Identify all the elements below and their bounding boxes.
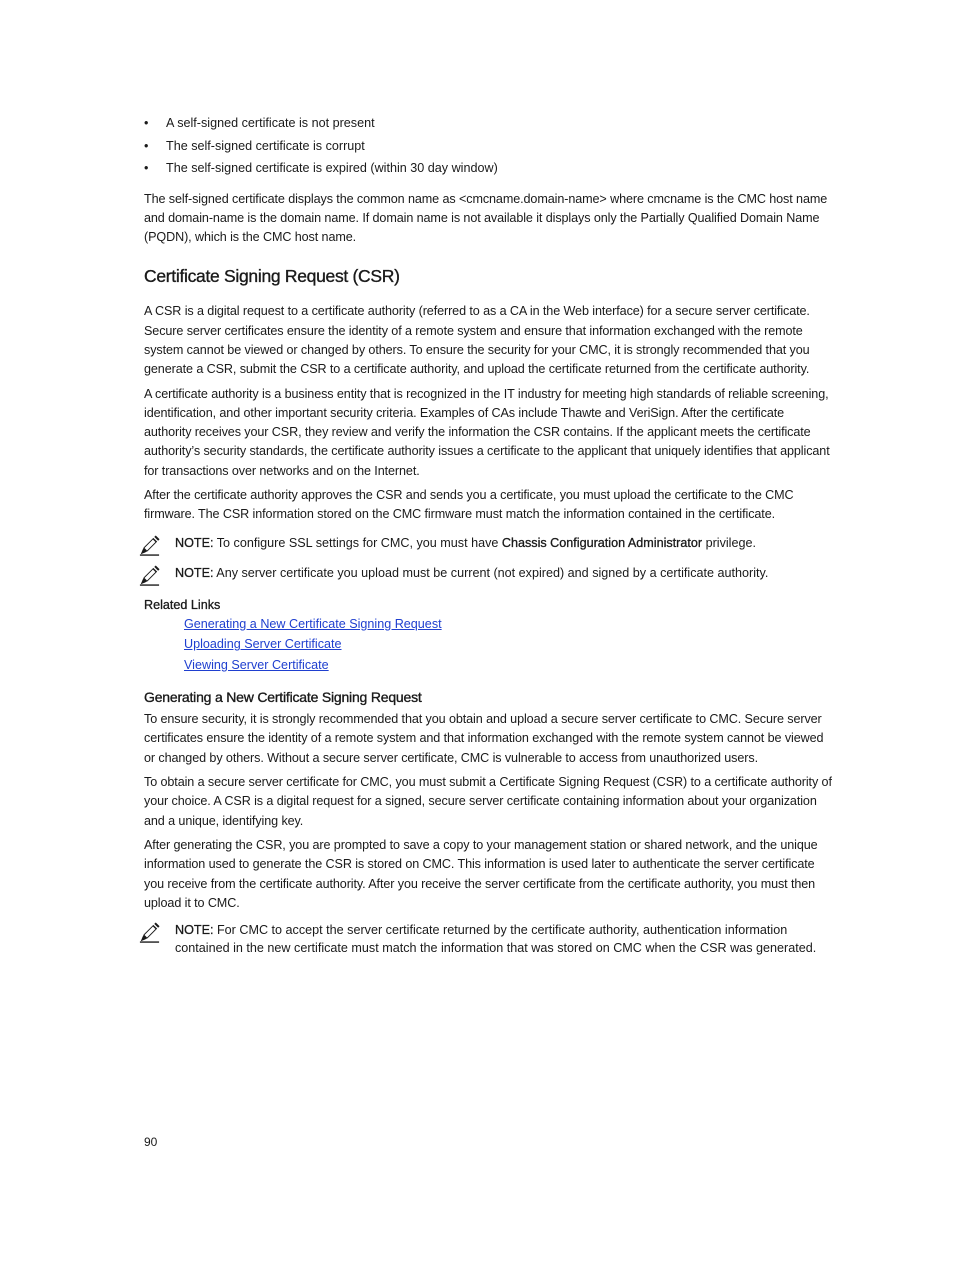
bullet-mark: • [144, 161, 149, 175]
note-ssl-privilege [144, 535, 834, 553]
intro-paragraph: The self-signed certificate displays the common name as <cmcname.domain-name> where cmcname is the CMC host name and domain-name is the domain name. If domain name is not available it displays only the Partially Qualified Domain Name (PQDN), which is the CMC host name. [144, 191, 828, 245]
list-item [144, 135, 834, 158]
paragraph: After the certificate authority approves the CSR and sends you a certificate, you must upload the certificate to the CMC firmware. The CSR information stored on the CMC firmware must match the information contained in the certificate. [144, 488, 794, 522]
link-viewing-server-certificate[interactable]: Viewing Server Certificate [184, 657, 329, 672]
note-label: NOTE: [175, 566, 214, 581]
bullet-list [144, 112, 834, 180]
note-emphasis: Chassis Configuration Administrator [501, 535, 703, 550]
paragraph: To obtain a secure server certificate for CMC, you must submit a Certificate Signing Request (CSR) to a certificate authority of your choice. A CSR is a digital request for a signed, secure server certificate containing information about your organization and a unique, identifying key. [144, 775, 832, 828]
note-text: privilege. [702, 535, 756, 550]
link-generating-csr[interactable]: Generating a New Certificate Signing Request [184, 616, 442, 631]
bullet-mark: • [144, 116, 149, 130]
paragraph: To ensure security, it is strongly recommended that you obtain and upload a secure server certificate to CMC. Secure server certificates ensure the identity of a remote system and that information exchanged with the remote system cannot be viewed or changed by others. Without a secure server certificate, CMC is vulnerable to access from unauthorized users. [144, 712, 824, 765]
list-item [144, 112, 834, 135]
pencil-note-icon [138, 534, 161, 557]
note-label: NOTE: [175, 923, 214, 938]
page-number: 90 [144, 1135, 158, 1149]
note-label: NOTE: [175, 535, 214, 550]
note-authentication-match [144, 922, 834, 957]
note-text: For CMC to accept the server certificate returned by the certificate authority, authentication information contained in the new certificate must match the information that was stored on CMC when the CSR was generated. [175, 923, 817, 955]
paragraph: After generating the CSR, you are prompted to save a copy to your management station or shared network, and the unique information used to generate the CSR is stored on CMC. This information is used later to authenticate the server certificate you receive from the certificate authority. After you receive the server certificate from the certificate authority, you must then upload it to CMC. [144, 837, 818, 910]
note-certificate-current [144, 565, 834, 583]
subsection-heading: Generating a New Certificate Signing Request [144, 689, 422, 706]
section-heading: Certificate Signing Request (CSR) [144, 266, 400, 287]
paragraph: A CSR is a digital request to a certificate authority (referred to as a CA in the Web interface) for a secure server certificate. Secure server certificates ensure the identity of a remote system and ensure that information exchanged with the remote system cannot be viewed or changed by others. To ensure the security for your CMC, it is strongly recommended that you generate a CSR, submit the CSR to a certificate authority, and upload the certificate returned from the certificate authority. [144, 304, 810, 377]
bullet-text: The self-signed certificate is expired (within 30 day window) [166, 161, 498, 175]
paragraph: A certificate authority is a business entity that is recognized in the IT industry for meeting high standards of reliable screening, identification, and other important security criteria. Examples of CAs include Thawte and VeriSign. After the certificate authority receives your CSR, they review and verify the information the CSR contains. If the applicant meets the certificate authority’s security standards, the certificate authority issues a certificate to the applicant that uniquely identifies that applicant for transactions over networks and on the Internet. [144, 386, 830, 478]
pencil-note-icon [138, 564, 161, 587]
page-content [144, 112, 834, 957]
related-links-heading: Related Links [144, 597, 221, 612]
bullet-text: A self-signed certificate is not present [166, 116, 375, 130]
note-text: Any server certificate you upload must be current (not expired) and signed by a certificate authority. [213, 566, 769, 581]
related-links-list [144, 614, 834, 676]
pencil-note-icon [138, 921, 161, 944]
bullet-mark: • [144, 138, 149, 153]
list-item [144, 157, 834, 180]
link-uploading-server-certificate[interactable]: Uploading Server Certificate [184, 637, 342, 652]
bullet-text: The self-signed certificate is corrupt [166, 138, 365, 153]
note-text: To configure SSL settings for CMC, you must have [213, 535, 502, 550]
